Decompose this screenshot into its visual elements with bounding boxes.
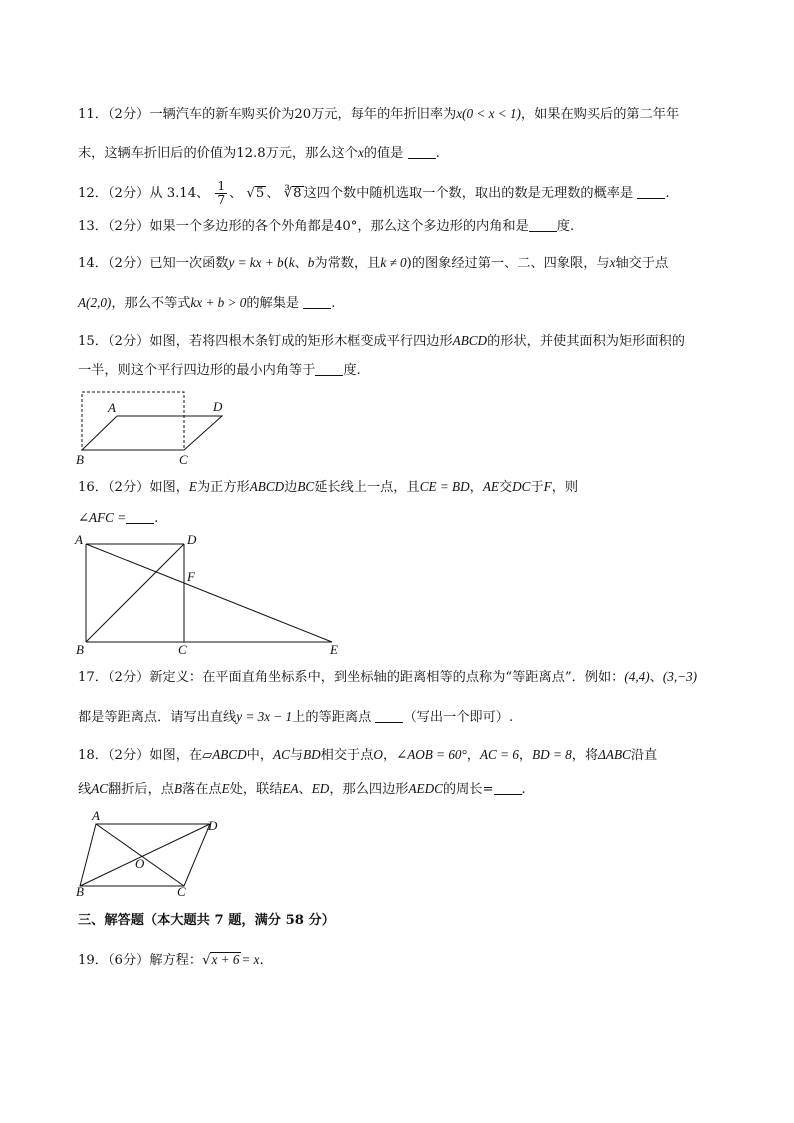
q12-fraction-denominator: 7 <box>217 193 226 207</box>
q15-answer-blank[interactable] <box>315 363 343 376</box>
q12-sqrt5-radicand: 5 <box>255 186 265 201</box>
q18-period: . <box>521 782 526 797</box>
q15-text: 度. <box>343 363 361 378</box>
q15-line2 <box>78 362 361 380</box>
q16-line2 <box>78 509 158 528</box>
q18-diagonal-bd <box>80 824 210 886</box>
q17-separator: 、 <box>649 670 663 685</box>
q16-text: 16．（2分）如图， <box>78 480 189 495</box>
q15-abcd: ABCD <box>452 333 488 348</box>
q16-line1 <box>78 478 578 497</box>
q13-text: ，那么这个多边形的内角和是 <box>357 219 529 234</box>
q18-text: 落在点 <box>182 782 222 797</box>
q16-text: 于 <box>530 480 544 495</box>
q14-answer-blank[interactable] <box>303 296 331 309</box>
q11-value: 12.8 <box>236 146 266 161</box>
q16-label-b: B <box>76 642 84 656</box>
q18-separator: 、 <box>298 782 312 797</box>
q18-ac-6: AC = 6 <box>479 747 519 762</box>
q13-answer-blank[interactable] <box>529 219 557 232</box>
q12-text: 这四个数中随机选取一个数，取出的数是无理数的概率是 <box>303 186 634 201</box>
q16-label-c: C <box>178 642 187 656</box>
q12-cbrt-symbol: ∛ <box>283 186 293 201</box>
q17-point1: (4,4) <box>624 669 650 684</box>
q18-diagonal-ac <box>96 824 184 886</box>
q12-fraction <box>215 180 227 207</box>
q17-line2 <box>78 708 513 727</box>
q18-answer-blank[interactable] <box>494 782 522 795</box>
q18-ac: AC <box>273 747 290 762</box>
q19-rhs: = x <box>241 952 260 967</box>
q18-line2 <box>78 780 526 799</box>
q18-line1 <box>78 746 657 765</box>
q17-text: 都是等距离点．请写出直线 <box>78 710 237 725</box>
q15-text: 一半，则这个平行四边形的最小内角等于 <box>78 363 316 378</box>
q12-answer-blank[interactable] <box>637 186 665 199</box>
q16-text: ，则 <box>551 480 579 495</box>
q16-label-a: A <box>75 532 83 547</box>
q12-period: . <box>665 186 670 201</box>
q18-label-c: C <box>177 884 186 898</box>
q18-b: B <box>173 781 183 796</box>
q18-label-a: A <box>92 808 100 823</box>
q16-period: . <box>154 511 159 526</box>
q16-ce-bd: CE = BD <box>419 479 470 494</box>
q15-parallelogram <box>82 416 222 450</box>
q18-text: ，将 <box>571 748 599 763</box>
q18-bd: BD <box>303 747 321 762</box>
q16-comma: ， <box>469 480 483 495</box>
q14-function: y = kx + b <box>228 255 284 270</box>
q14-text: 为常数，且 <box>314 256 381 271</box>
q11-text: 的值是 <box>363 146 404 161</box>
q11-text: 万元，每年的年折旧率为 <box>311 107 457 122</box>
q14-text: 14．（2分）已知一次函数 <box>78 256 229 271</box>
q13-text: 13．（2分）如果一个多边形的各个外角都是 <box>78 219 334 234</box>
q18-angle-aob: ∠AOB = 60° <box>396 747 467 762</box>
q18-ea: EA <box>282 781 299 796</box>
q13-text: 度. <box>556 219 575 234</box>
q16-label-d: D <box>187 532 197 547</box>
q18-o: O <box>373 747 383 762</box>
q16-figure <box>72 530 352 656</box>
q15-text: 的形状，并使其面积为矩形面积的 <box>487 334 685 349</box>
q18-label-o: O <box>135 856 145 871</box>
q16-text: 交 <box>498 480 513 495</box>
q11-line1 <box>78 105 679 124</box>
q16-abcd: ABCD <box>249 479 285 494</box>
q15-label-a: A <box>108 400 116 415</box>
section-3-heading: 三、解答题（本大题共 7 题，满分 58 分） <box>78 913 335 928</box>
q16-dc: DC <box>512 479 531 494</box>
q13-line <box>78 218 574 236</box>
q18-text: 的周长 <box>442 782 483 797</box>
q12-fraction-numerator: 1 <box>217 179 226 193</box>
q18-aedc: AEDC <box>408 781 443 796</box>
sqrt-icon: √ <box>202 953 211 968</box>
q15-figure <box>72 388 242 468</box>
q12-cbrt-radicand: 8 <box>293 186 302 201</box>
q16-ae: AE <box>482 479 499 494</box>
q12-separator: 、 <box>229 186 243 201</box>
q18-comma: ， <box>518 748 533 763</box>
q12-separator: 、 <box>266 186 280 201</box>
q11-text: 末，这辆车折旧后的价值为 <box>78 146 237 161</box>
q18-equals: = <box>482 782 494 797</box>
q12-separator: 、 <box>196 186 210 201</box>
q18-text: 18．（2分）如图，在 <box>78 748 203 763</box>
q18-e: E <box>221 781 230 796</box>
q17-point2: (3,−3) <box>662 669 698 684</box>
q18-text: 中， <box>246 748 274 763</box>
q16-label-f: F <box>187 569 195 584</box>
q17-answer-blank[interactable] <box>375 710 403 723</box>
q16-text: 延长线上一点，且 <box>314 480 420 495</box>
q18-text: 翻折后，点 <box>108 782 174 797</box>
q14-line2 <box>78 294 336 313</box>
q18-text: 线 <box>78 782 92 797</box>
q18-comma: ， <box>382 748 397 763</box>
q11-line2 <box>78 144 440 163</box>
q14-text: ，那么不等式 <box>111 296 191 311</box>
q14-b: b <box>307 255 315 270</box>
q11-text: 11．（2分）一辆汽车的新车购买价为 <box>78 107 295 122</box>
q18-text: 相交于点 <box>320 748 374 763</box>
q14-line1 <box>78 254 668 273</box>
q14-point: A(2,0) <box>78 295 112 310</box>
q14-inequality: kx + b > 0 <box>190 295 247 310</box>
q13-angle: 40° <box>333 219 358 234</box>
q12-line <box>78 180 670 207</box>
q17-text: 17．（2分）新定义：在平面直角坐标系中，到坐标轴的距离相等的点称为“等距离点”．例如： <box>78 670 625 685</box>
q11-rate-expression: x(0 < x < 1) <box>456 106 521 121</box>
q11-text: 万元，那么这个 <box>265 146 358 161</box>
q16-angle-afc: ∠AFC = <box>78 510 127 525</box>
q18-figure <box>72 808 232 898</box>
q15-dashed-rectangle <box>82 392 184 450</box>
q11-text: ，如果在购买后的第二年年 <box>520 107 680 122</box>
q18-text: ，那么四边形 <box>329 782 409 797</box>
q12-text: 12．（2分）从 <box>78 186 163 201</box>
q14-separator: 、 <box>294 256 308 271</box>
q19-text: 19．（6分）解方程： <box>78 953 203 968</box>
q18-triangle: ΔABC <box>598 747 631 762</box>
q14-text: 的解集是 <box>246 296 300 311</box>
q18-label-d: D <box>208 818 218 833</box>
q18-ed: ED <box>311 781 330 796</box>
q11-period: . <box>435 146 440 161</box>
q16-bc: BC <box>297 479 315 494</box>
q15-label-d: D <box>213 399 223 414</box>
q14-text: )的图象经过第一、二、四象限，与 <box>406 256 610 271</box>
q15-line1 <box>78 332 685 351</box>
q18-label-b: B <box>76 884 84 898</box>
q17-text: （写出一个即可）. <box>403 710 514 725</box>
q14-text: 轴交于点 <box>615 256 669 271</box>
q17-line-equation: y = 3x − 1 <box>236 709 293 724</box>
q14-paren: ( <box>283 256 289 271</box>
q14-condition: k ≠ 0 <box>380 255 407 270</box>
q19-period: . <box>259 953 264 968</box>
q19-radicand: x + 6 <box>211 952 240 967</box>
q12-sqrt-symbol: √ <box>246 186 255 201</box>
q16-text: 边 <box>284 480 298 495</box>
q16-text: 为正方形 <box>196 480 250 495</box>
q18-comma: ， <box>466 748 480 763</box>
q16-f: F <box>543 479 552 494</box>
q14-x: x <box>609 255 616 270</box>
q18-bd-8: BD = 8 <box>532 747 572 762</box>
q18-text: 与 <box>289 748 304 763</box>
q15-label-b: B <box>76 452 84 467</box>
q17-line1 <box>78 668 697 687</box>
q12-number-314: 3.14 <box>166 186 197 201</box>
q18-parallelogram: ▱ABCD <box>202 747 247 762</box>
q14-k: k <box>288 255 295 270</box>
q16-label-e: E <box>330 642 338 656</box>
q11-price: 20 <box>294 107 312 122</box>
q14-period: . <box>331 296 336 311</box>
q17-text: 上的等距离点 <box>292 710 372 725</box>
q16-e: E <box>188 479 197 494</box>
q19-line <box>78 951 264 970</box>
q18-text: 沿直 <box>630 748 658 763</box>
q15-label-c: C <box>179 452 188 467</box>
q11-answer-blank[interactable] <box>408 146 436 159</box>
q15-text: 15．（2分）如图，若将四根木条钉成的矩形木框变成平行四边形 <box>78 334 453 349</box>
q11-variable: x <box>357 145 364 160</box>
q18-ac: AC <box>91 781 109 796</box>
q18-text: 处，联结 <box>229 782 283 797</box>
q16-answer-blank[interactable] <box>126 511 154 524</box>
